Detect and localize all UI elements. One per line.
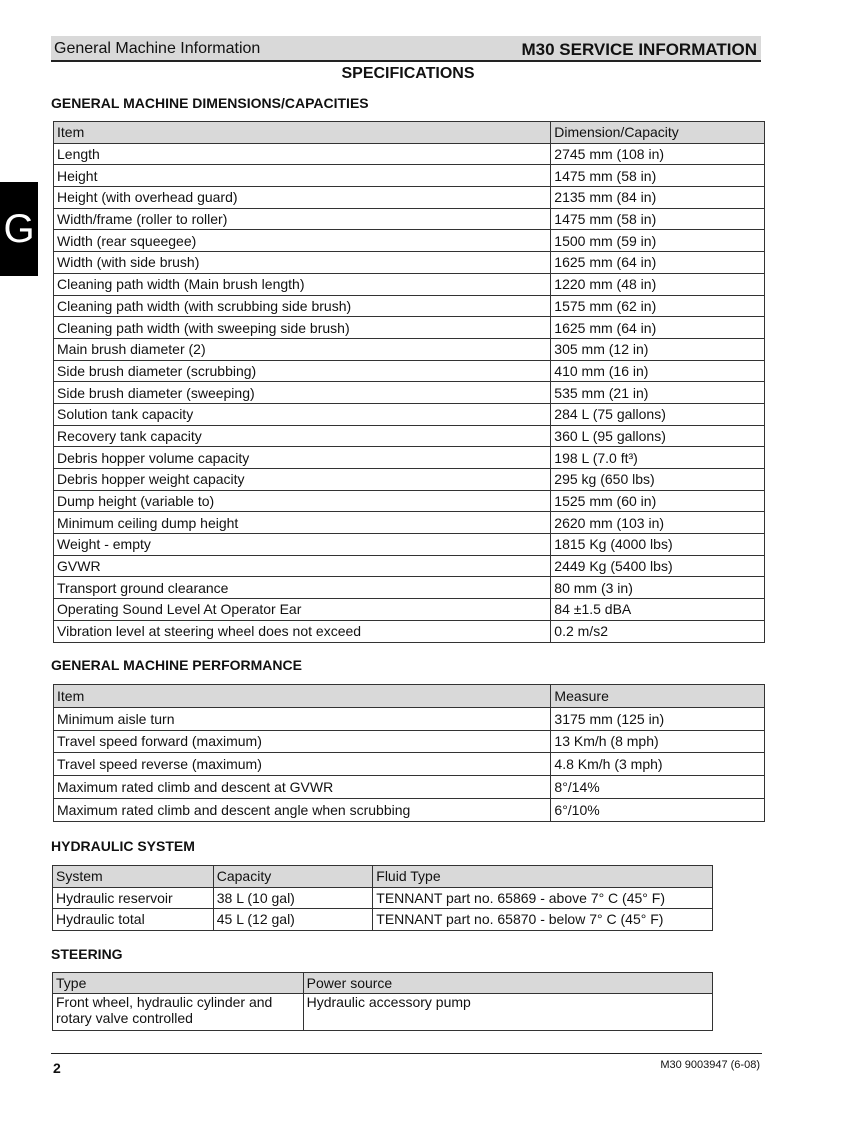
item-cell: Travel speed reverse (maximum) bbox=[54, 753, 551, 776]
table-header-row bbox=[54, 685, 765, 708]
item-cell: Debris hopper volume capacity bbox=[54, 447, 551, 469]
item-cell: Debris hopper weight capacity bbox=[54, 469, 551, 491]
item-cell: Dump height (variable to) bbox=[54, 490, 551, 512]
dimensions-title: GENERAL MACHINE DIMENSIONS/CAPACITIES bbox=[51, 95, 369, 111]
value-cell: 305 mm (12 in) bbox=[551, 338, 765, 360]
column-header-item: Item bbox=[54, 122, 551, 144]
performance-table bbox=[53, 684, 765, 822]
steering-table bbox=[52, 972, 713, 1031]
column-header-measure: Measure bbox=[551, 685, 765, 708]
table-row bbox=[54, 599, 765, 621]
value-cell: 0.2 m/s2 bbox=[551, 620, 765, 642]
value-cell: 410 mm (16 in) bbox=[551, 360, 765, 382]
header-section-title: General Machine Information bbox=[54, 40, 261, 57]
hydraulic-table bbox=[52, 865, 713, 931]
value-cell: 535 mm (21 in) bbox=[551, 382, 765, 404]
value-cell: 13 Km/h (8 mph) bbox=[551, 730, 765, 753]
page-header bbox=[51, 36, 761, 62]
table-row bbox=[54, 382, 765, 404]
value-cell: 84 ±1.5 dBA bbox=[551, 599, 765, 621]
fluid-type-cell: TENNANT part no. 65870 - below 7° C (45° F) bbox=[373, 909, 713, 931]
table-row bbox=[54, 490, 765, 512]
item-cell: GVWR bbox=[54, 555, 551, 577]
column-header-type: Type bbox=[53, 973, 304, 994]
item-cell: Side brush diameter (sweeping) bbox=[54, 382, 551, 404]
document-number: M30 9003947 (6-08) bbox=[660, 1059, 760, 1071]
value-cell: 1220 mm (48 in) bbox=[551, 273, 765, 295]
table-row bbox=[54, 730, 765, 753]
column-header-power-source: Power source bbox=[303, 973, 712, 994]
value-cell: 1625 mm (64 in) bbox=[551, 252, 765, 274]
item-cell: Height bbox=[54, 165, 551, 187]
header-manual-title: M30 SERVICE INFORMATION bbox=[521, 40, 757, 59]
value-cell: 2620 mm (103 in) bbox=[551, 512, 765, 534]
item-cell: Height (with overhead guard) bbox=[54, 187, 551, 209]
value-cell: 1525 mm (60 in) bbox=[551, 490, 765, 512]
column-header-system: System bbox=[53, 866, 214, 888]
value-cell: 3175 mm (125 in) bbox=[551, 707, 765, 730]
table-row bbox=[54, 360, 765, 382]
value-cell: 1475 mm (58 in) bbox=[551, 208, 765, 230]
item-cell: Recovery tank capacity bbox=[54, 425, 551, 447]
hydraulic-title: HYDRAULIC SYSTEM bbox=[51, 838, 195, 854]
type-cell: Front wheel, hydraulic cylinder and rotary valve controlled bbox=[53, 994, 304, 1031]
table-row bbox=[54, 143, 765, 165]
value-cell: 80 mm (3 in) bbox=[551, 577, 765, 599]
value-cell: 1625 mm (64 in) bbox=[551, 317, 765, 339]
system-cell: Hydraulic total bbox=[53, 909, 214, 931]
steering-title: STEERING bbox=[51, 946, 123, 962]
item-cell: Side brush diameter (scrubbing) bbox=[54, 360, 551, 382]
table-row bbox=[54, 425, 765, 447]
column-header-capacity: Capacity bbox=[213, 866, 373, 888]
table-row bbox=[54, 403, 765, 425]
table-row bbox=[54, 187, 765, 209]
performance-title: GENERAL MACHINE PERFORMANCE bbox=[51, 657, 302, 673]
item-cell: Minimum aisle turn bbox=[54, 707, 551, 730]
item-cell: Cleaning path width (Main brush length) bbox=[54, 273, 551, 295]
value-cell: 284 L (75 gallons) bbox=[551, 403, 765, 425]
table-row bbox=[54, 577, 765, 599]
table-row bbox=[54, 707, 765, 730]
item-cell: Minimum ceiling dump height bbox=[54, 512, 551, 534]
column-header-fluid-type: Fluid Type bbox=[373, 866, 713, 888]
section-tab: G bbox=[0, 182, 38, 276]
value-cell: 6°/10% bbox=[551, 798, 765, 821]
page-title: SPECIFICATIONS bbox=[341, 65, 475, 82]
value-cell: 1475 mm (58 in) bbox=[551, 165, 765, 187]
page-number: 2 bbox=[53, 1060, 61, 1076]
value-cell: 4.8 Km/h (3 mph) bbox=[551, 753, 765, 776]
item-cell: Main brush diameter (2) bbox=[54, 338, 551, 360]
item-cell: Cleaning path width (with sweeping side brush) bbox=[54, 317, 551, 339]
value-cell: 360 L (95 gallons) bbox=[551, 425, 765, 447]
table-row bbox=[53, 887, 713, 909]
item-cell: Travel speed forward (maximum) bbox=[54, 730, 551, 753]
item-cell: Solution tank capacity bbox=[54, 403, 551, 425]
item-cell: Cleaning path width (with scrubbing side brush) bbox=[54, 295, 551, 317]
table-row bbox=[54, 798, 765, 821]
column-header-item: Item bbox=[54, 685, 551, 708]
system-cell: Hydraulic reservoir bbox=[53, 887, 214, 909]
value-cell: 1815 Kg (4000 lbs) bbox=[551, 534, 765, 556]
capacity-cell: 38 L (10 gal) bbox=[213, 887, 373, 909]
item-cell: Maximum rated climb and descent at GVWR bbox=[54, 776, 551, 799]
value-cell: 1575 mm (62 in) bbox=[551, 295, 765, 317]
table-row bbox=[54, 273, 765, 295]
table-row bbox=[54, 512, 765, 534]
table-row bbox=[54, 165, 765, 187]
table-row bbox=[53, 994, 713, 1031]
value-cell: 1500 mm (59 in) bbox=[551, 230, 765, 252]
table-row bbox=[54, 753, 765, 776]
dimensions-table bbox=[53, 121, 765, 643]
table-row bbox=[54, 534, 765, 556]
table-row bbox=[53, 909, 713, 931]
value-cell: 2449 Kg (5400 lbs) bbox=[551, 555, 765, 577]
table-row bbox=[54, 555, 765, 577]
value-cell: 8°/14% bbox=[551, 776, 765, 799]
table-row bbox=[54, 208, 765, 230]
table-row bbox=[54, 252, 765, 274]
table-row bbox=[54, 338, 765, 360]
item-cell: Width (rear squeegee) bbox=[54, 230, 551, 252]
item-cell: Width (with side brush) bbox=[54, 252, 551, 274]
table-row bbox=[54, 295, 765, 317]
item-cell: Weight - empty bbox=[54, 534, 551, 556]
item-cell: Transport ground clearance bbox=[54, 577, 551, 599]
table-header-row bbox=[53, 866, 713, 888]
item-cell: Maximum rated climb and descent angle when scrubbing bbox=[54, 798, 551, 821]
footer-divider bbox=[51, 1053, 762, 1054]
table-header-row bbox=[54, 122, 765, 144]
table-row bbox=[54, 469, 765, 491]
table-row bbox=[54, 776, 765, 799]
item-cell: Width/frame (roller to roller) bbox=[54, 208, 551, 230]
table-row bbox=[54, 230, 765, 252]
item-cell: Operating Sound Level At Operator Ear bbox=[54, 599, 551, 621]
value-cell: 2135 mm (84 in) bbox=[551, 187, 765, 209]
item-cell: Length bbox=[54, 143, 551, 165]
item-cell: Vibration level at steering wheel does not exceed bbox=[54, 620, 551, 642]
value-cell: 295 kg (650 lbs) bbox=[551, 469, 765, 491]
table-row bbox=[54, 317, 765, 339]
column-header-dimension: Dimension/Capacity bbox=[551, 122, 765, 144]
capacity-cell: 45 L (12 gal) bbox=[213, 909, 373, 931]
value-cell: 198 L (7.0 ft³) bbox=[551, 447, 765, 469]
value-cell: 2745 mm (108 in) bbox=[551, 143, 765, 165]
table-row bbox=[54, 447, 765, 469]
fluid-type-cell: TENNANT part no. 65869 - above 7° C (45° F) bbox=[373, 887, 713, 909]
table-header-row bbox=[53, 973, 713, 994]
table-row bbox=[54, 620, 765, 642]
power-source-cell: Hydraulic accessory pump bbox=[303, 994, 712, 1031]
